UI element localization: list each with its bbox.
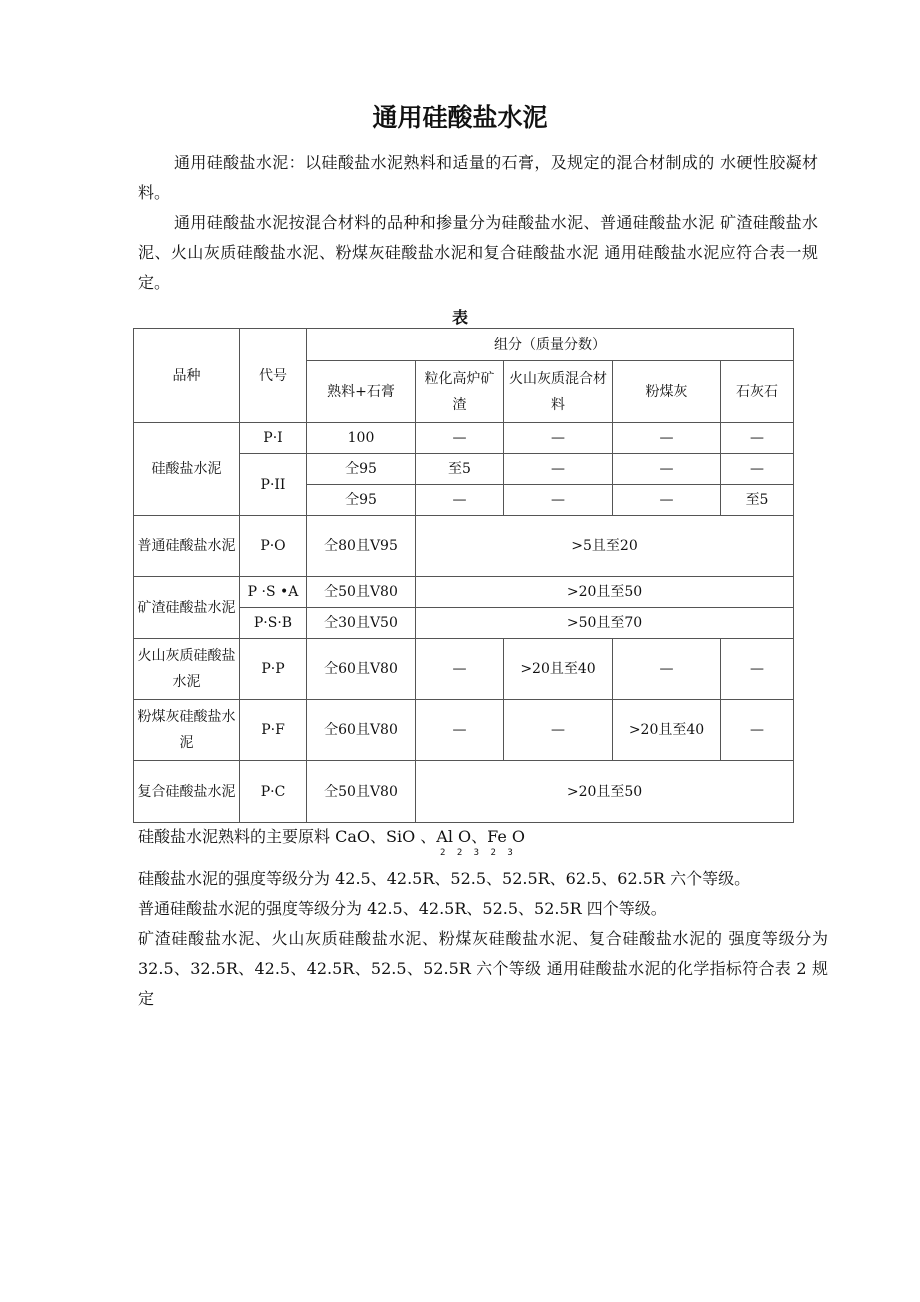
cell-code: P·II [240, 454, 307, 516]
cell-value: 仝50且V80 [307, 577, 416, 608]
header-fly-ash: 粉煤灰 [613, 361, 721, 423]
cell-value: 仝80且V95 [307, 516, 416, 577]
cell-value: 100 [307, 423, 416, 454]
cell-merged-value: >20且至50 [416, 577, 794, 608]
header-component-group: 组分（质量分数） [307, 329, 794, 361]
composition-table [133, 328, 794, 823]
cell-merged-value: >50且至70 [416, 608, 794, 639]
cell-value: >20且至40 [504, 639, 613, 700]
cell-value: — [416, 700, 504, 761]
table-caption: 表 [451, 308, 468, 327]
cell-value: — [721, 639, 794, 700]
header-code: 代号 [240, 329, 307, 423]
cell-code: P·F [240, 700, 307, 761]
cell-code: P·P [240, 639, 307, 700]
cell-value: — [416, 423, 504, 454]
table-row [134, 516, 794, 577]
table-row [134, 423, 794, 454]
table-row [134, 761, 794, 823]
cell-code: P ·S •A [240, 577, 307, 608]
raw-materials-line: 硅酸盐水泥熟料的主要原料 CaO、SiO 、Al O、Fe O [138, 827, 526, 846]
cell-value: — [613, 639, 721, 700]
cell-value: 仝60且V80 [307, 700, 416, 761]
cell-value: — [721, 423, 794, 454]
cell-variety: 复合硅酸盐水泥 [134, 761, 240, 823]
intro-paragraph-definition: 通用硅酸盐水泥：以硅酸盐水泥熟料和适量的石膏，及规定的混合材制成的 水硬性胶凝材料。 [138, 153, 818, 202]
cell-value: 仝50且V80 [307, 761, 416, 823]
table-row [134, 577, 794, 608]
cell-value: 仝60且V80 [307, 639, 416, 700]
cell-value: — [416, 639, 504, 700]
strength-grade-blended: 矿渣硅酸盐水泥、火山灰质硅酸盐水泥、粉煤灰硅酸盐水泥、复合硅酸盐水泥的 强度等级分为 32.5、32.5R、42.5、42.5R、52.5、52.5R 六个等级 通用硅酸盐水泥的化学指标符合表 2 规定 [138, 929, 828, 1008]
cell-value: — [504, 485, 613, 516]
cell-value: — [613, 423, 721, 454]
chemical-subscripts: 2 2 3 2 3 [440, 848, 516, 858]
cell-value: — [721, 454, 794, 485]
cell-variety: 普通硅酸盐水泥 [134, 516, 240, 577]
cell-value: 至5 [721, 485, 794, 516]
document-title: 通用硅酸盐水泥 [372, 103, 548, 132]
cell-value: — [721, 700, 794, 761]
strength-grade-ordinary: 普通硅酸盐水泥的强度等级分为 42.5、42.5R、52.5、52.5R 四个等级。 [138, 899, 667, 918]
cell-value: 仝95 [307, 485, 416, 516]
cell-code: P·I [240, 423, 307, 454]
header-clinker-gypsum: 熟料+石膏 [307, 361, 416, 423]
cell-value: — [613, 454, 721, 485]
cell-variety: 火山灰质硅酸盐水泥 [134, 639, 240, 700]
cell-value: 仝30且V50 [307, 608, 416, 639]
table-row [134, 639, 794, 700]
cell-code: P·O [240, 516, 307, 577]
cell-value: 仝95 [307, 454, 416, 485]
cell-code: P·C [240, 761, 307, 823]
cell-variety: 硅酸盐水泥 [134, 423, 240, 516]
intro-paragraph-classification: 通用硅酸盐水泥按混合材料的品种和掺量分为硅酸盐水泥、普通硅酸盐水泥 矿渣硅酸盐水泥、火山灰质硅酸盐水泥、粉煤灰硅酸盐水泥和复合硅酸盐水泥 通用硅酸盐水泥应符合表一规定。 [138, 213, 818, 292]
cell-variety: 矿渣硅酸盐水泥 [134, 577, 240, 639]
table-header-row [134, 329, 794, 361]
cell-merged-value: >20且至50 [416, 761, 794, 823]
cell-value: — [613, 485, 721, 516]
table-row [134, 700, 794, 761]
cell-value: 至5 [416, 454, 504, 485]
cell-value: — [504, 700, 613, 761]
cell-value: — [504, 454, 613, 485]
strength-grade-portland: 硅酸盐水泥的强度等级分为 42.5、42.5R、52.5、52.5R、62.5、62.5R 六个等级。 [138, 869, 751, 888]
header-variety: 品种 [134, 329, 240, 423]
header-pozzolan: 火山灰质混合材料 [504, 361, 613, 423]
cell-merged-value: >5且至20 [416, 516, 794, 577]
cell-variety: 粉煤灰硅酸盐水泥 [134, 700, 240, 761]
header-slag: 粒化高炉矿渣 [416, 361, 504, 423]
header-limestone: 石灰石 [721, 361, 794, 423]
cell-code: P·S·B [240, 608, 307, 639]
cell-value: >20且至40 [613, 700, 721, 761]
cell-value: — [416, 485, 504, 516]
cell-value: — [504, 423, 613, 454]
